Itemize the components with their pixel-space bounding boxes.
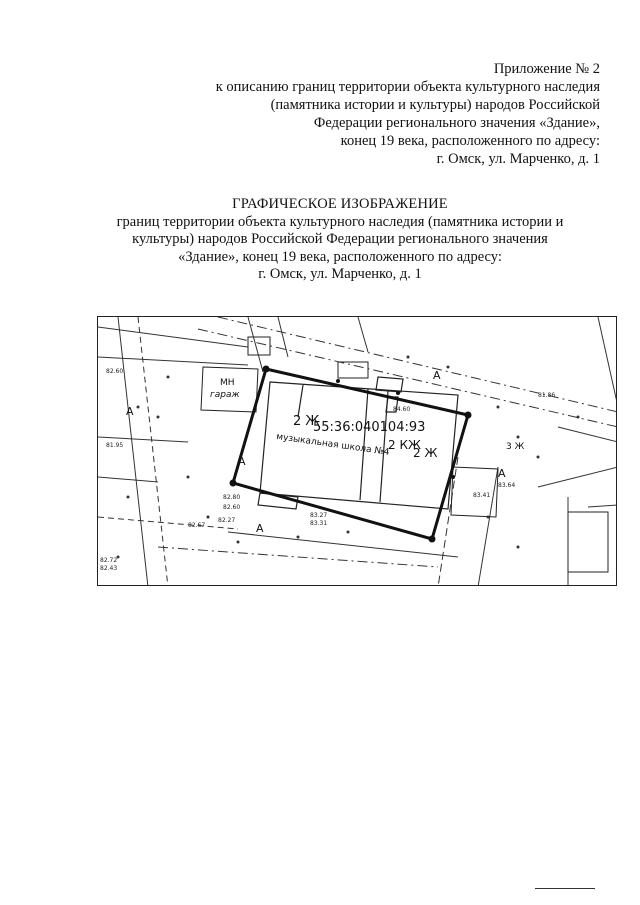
footer-rule [535,888,595,889]
floors-label-main: 2 Ж [293,414,320,429]
elevation-mark: 81.86 [538,392,556,399]
survey-plan-drawing [98,317,617,586]
elevation-mark: 83.64 [498,482,516,489]
floors-label-middle: 2 КЖ [388,438,421,452]
garage-type-label: МН [220,378,235,388]
survey-plan [97,316,617,586]
zone-label: А [256,522,264,535]
garage-name-label: гараж [210,390,240,400]
cadastral-number: 55:36:040104:93 [313,420,426,435]
appendix-line: Приложение № 2 [493,61,600,77]
appendix-line: к описанию границ территории объекта культурного наследия [215,79,600,95]
zone-label: А [238,455,246,468]
title-line: культуры) народов Российской Федерации регионального значения [132,231,548,247]
zone-label: А [126,405,134,418]
appendix-line: г. Омск, ул. Марченко, д. 1 [436,151,600,167]
title-line: границ территории объекта культурного наследия (памятника истории и [116,213,564,230]
title-line: «Здание», конец 19 века, расположенного по адресу: [178,248,502,265]
floors-label-right: 2 Ж [413,446,438,460]
elevation-mark: 83.41 [473,492,491,499]
zone-label: А [433,369,441,382]
document-title [80,196,600,284]
title-heading: ГРАФИЧЕСКОЕ ИЗОБРАЖЕНИЕ [232,196,448,212]
zone-label: А [498,467,506,480]
elevation-mark: 82.67 [188,522,206,529]
elevation-mark: 82.27 [218,517,236,524]
elevation-mark: 83.27 [310,512,328,519]
elevation-mark: 82.60 [106,368,124,375]
elevation-mark: 82.72 [100,557,118,564]
appendix-line: Федерации регионального значения «Здание», [313,115,600,131]
appendix-line: конец 19 века, расположенного по адресу: [340,133,600,149]
school-label: музыкальная школа №4 [275,432,390,458]
appendix-line: (памятника истории и культуры) народов Российской [270,97,600,113]
title-line: г. Омск, ул. Марченко, д. 1 [258,266,422,282]
elevation-mark: 82.43 [100,565,118,572]
appendix-header [140,60,600,168]
elevation-mark: 82.80 [223,494,241,501]
elevation-mark: 81.95 [106,442,124,449]
elevation-mark: 84.60 [393,406,411,413]
floors-label-east: 3 Ж [506,442,525,452]
elevation-mark: 83.31 [310,520,328,527]
elevation-mark: 82.60 [223,504,241,511]
